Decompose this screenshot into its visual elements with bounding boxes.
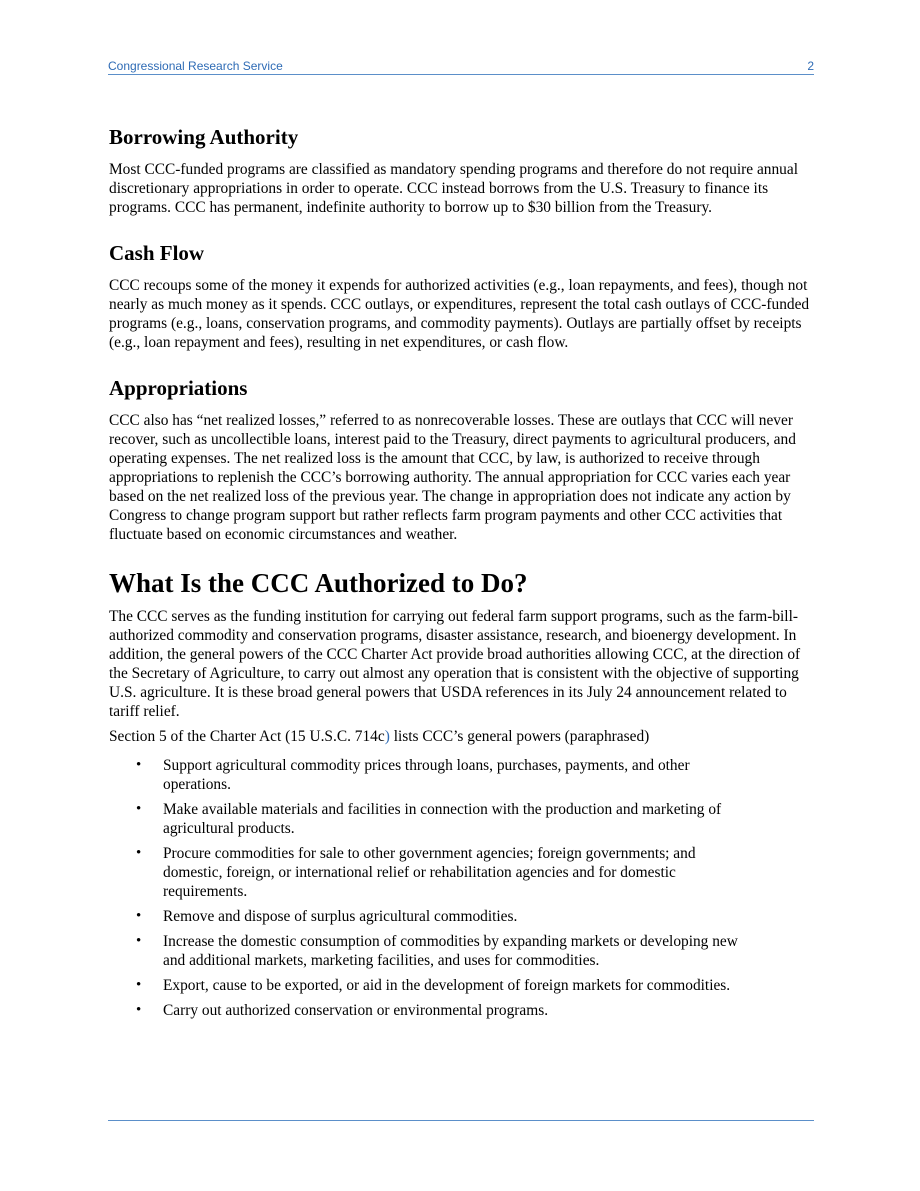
list-item-text: Carry out authorized conservation or environmental programs.	[163, 1002, 549, 1019]
list-item-text: Procure commodities for sale to other government agencies; foreign governments; and domestic, foreign, or international relief or rehabilitation agencies and for domestic requirements.	[163, 845, 696, 900]
list-item	[109, 1001, 813, 1020]
list-item-text: Make available materials and facilities in connection with the production and marketing of agricultural products.	[163, 801, 722, 837]
list-item	[109, 844, 813, 901]
header-organization: Congressional Research Service	[108, 59, 283, 73]
bullet-icon: •	[136, 908, 142, 924]
bullet-icon: •	[136, 757, 142, 773]
paragraph-cash-flow: CCC recoups some of the money it expends for authorized activities (e.g., loan repayments, and fees), though not nearly as much money as it spends. CCC outlays, or expenditures, represent the total cash outlays of CCC-funded programs (e.g., loans, conservation programs, and commodity payments). Outlays are partially offset by receipts (e.g., loan repayment and fees), resulting in net expenditures, or cash flow.	[109, 277, 810, 351]
heading-appropriations: Appropriations	[109, 376, 248, 400]
list-intro	[109, 727, 813, 746]
paragraph-ccc-authorized: The CCC serves as the funding institution for carrying out federal farm support programs, such as the farm-bill-authorized commodity and conservation programs, disaster assistance, research, and bioenergy development. In addition, the general powers of the CCC Charter Act provide broad authorities allowing CCC, at the direction of the Secretary of Agriculture, to carry out almost any operation that is consistent with the objective of supporting U.S. agriculture. It is these broad general powers that USDA references in its July 24 announcement related to tariff relief.	[109, 608, 801, 720]
bullet-icon: •	[136, 977, 142, 993]
list-item	[109, 756, 813, 794]
list-intro-text: Section 5 of the Charter Act (15 U.S.C. 714c	[109, 728, 385, 745]
bullet-icon: •	[136, 1002, 142, 1018]
footer-rule	[108, 1120, 814, 1121]
list-item-text: Remove and dispose of surplus agricultural commodities.	[163, 908, 518, 925]
list-item-text: Export, cause to be exported, or aid in the development of foreign markets for commodities.	[163, 977, 731, 994]
heading-cash-flow: Cash Flow	[109, 241, 205, 265]
bullet-icon: •	[136, 933, 142, 949]
paragraph-appropriations: CCC also has “net realized losses,” referred to as nonrecoverable losses. These are outlays that CCC will never recover, such as uncollectible loans, interest paid to the Treasury, direct payments to agricultural producers, and operating expenses. The net realized loss is the amount that CCC, by law, is authorized to receive through appropriations to replenish the CCC’s borrowing authority. The annual appropriation for CCC varies each year based on the net realized loss of the previous year. The change in appropriation does not indicate any action by Congress to change program support but rather reflects farm program payments and other CCC activities that fluctuate based on economic circumstances and weather.	[109, 412, 796, 543]
document-body	[109, 122, 813, 1026]
bullet-icon: •	[136, 801, 142, 817]
general-powers-list	[109, 756, 813, 1020]
list-item	[109, 907, 813, 926]
list-item	[109, 976, 813, 995]
page-number: 2	[807, 59, 814, 73]
list-item-text: Increase the domestic consumption of commodities by expanding markets or developing new and additional markets, marketing facilities, and uses for commodities.	[163, 933, 738, 969]
page-header	[108, 58, 814, 75]
heading-ccc-authorized: What Is the CCC Authorized to Do?	[109, 568, 528, 598]
list-item	[109, 932, 813, 970]
list-intro-text-end: lists CCC’s general powers (paraphrased)	[389, 728, 650, 745]
heading-borrowing-authority: Borrowing Authority	[109, 125, 299, 149]
citation-link[interactable]: )	[384, 728, 390, 745]
list-item-text: Support agricultural commodity prices through loans, purchases, payments, and other operations.	[163, 757, 690, 793]
list-item	[109, 800, 813, 838]
paragraph-borrowing-authority: Most CCC-funded programs are classified as mandatory spending programs and therefore do not require annual discretionary appropriations in order to operate. CCC instead borrows from the U.S. Treasury to finance its programs. CCC has permanent, indefinite authority to borrow up to $30 billion from the Treasury.	[109, 161, 798, 216]
bullet-icon: •	[136, 845, 142, 861]
